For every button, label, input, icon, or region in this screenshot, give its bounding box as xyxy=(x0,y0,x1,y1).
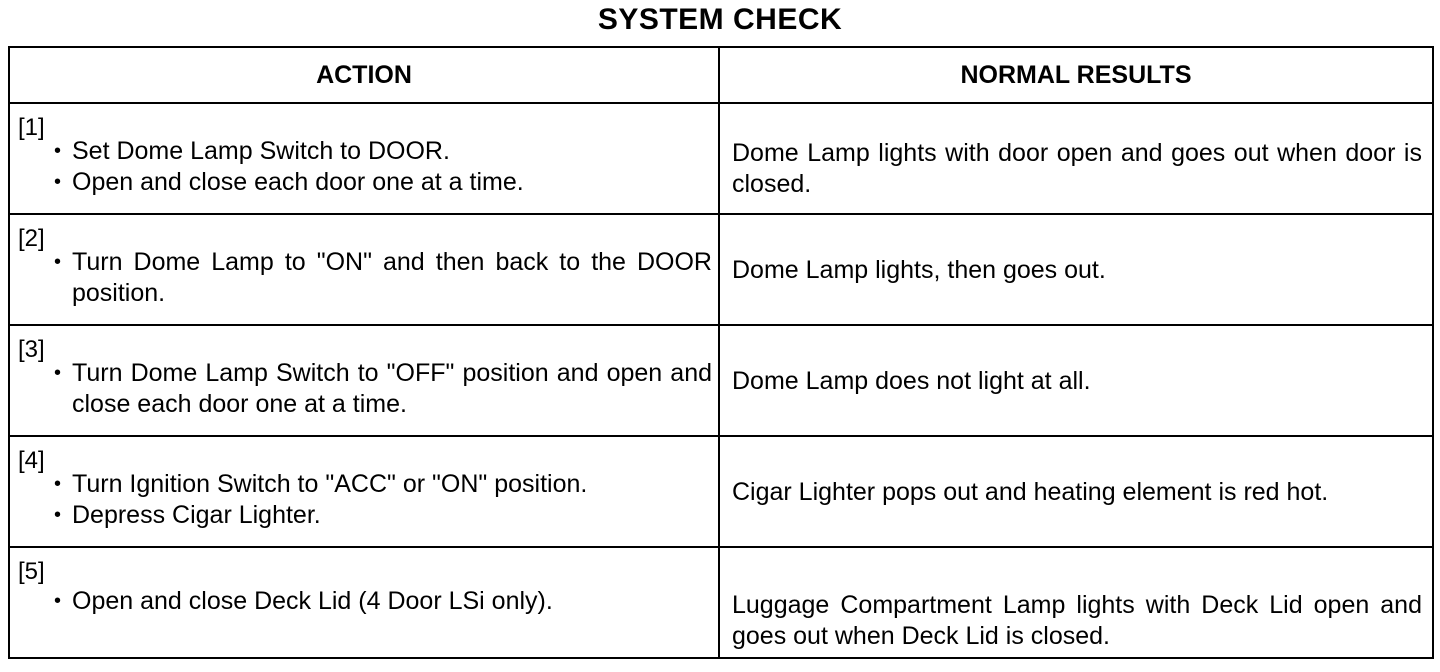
page-title: SYSTEM CHECK xyxy=(597,3,843,36)
table-row xyxy=(9,547,1433,658)
action-item: • Open and close Deck Lid (4 Door LSi only). xyxy=(46,586,712,617)
action-item: • Open and close each door one at a time. xyxy=(46,167,712,198)
table-row xyxy=(9,103,1433,214)
result-text: Dome Lamp lights, then goes out. xyxy=(732,256,1106,284)
table-row xyxy=(9,436,1433,547)
step-number: [4] xyxy=(18,447,45,474)
result-text: Luggage Compartment Lamp lights with Deck Lid open and goes out when Deck Lid is closed. xyxy=(732,591,1422,650)
action-list xyxy=(10,358,718,420)
result-cell xyxy=(719,214,1433,325)
result-text: Dome Lamp does not light at all. xyxy=(732,367,1091,395)
action-list xyxy=(10,136,718,198)
step-number: [2] xyxy=(18,225,45,252)
result-text: Cigar Lighter pops out and heating element is red hot. xyxy=(732,478,1329,506)
action-cell xyxy=(9,547,719,658)
action-cell xyxy=(9,103,719,214)
action-list xyxy=(10,580,718,617)
result-cell xyxy=(719,325,1433,436)
action-item: • Turn Dome Lamp Switch to "OFF" position and open and close each door one at a time. xyxy=(46,358,712,420)
step-number: [1] xyxy=(18,114,45,141)
action-item: • Turn Ignition Switch to "ACC" or "ON" position. xyxy=(46,469,712,500)
action-column-header: ACTION xyxy=(9,47,719,103)
action-list xyxy=(10,247,718,309)
step-number: [3] xyxy=(18,336,45,363)
action-list xyxy=(10,469,718,531)
result-cell xyxy=(719,103,1433,214)
result-cell xyxy=(719,436,1433,547)
action-cell xyxy=(9,214,719,325)
result-text: Dome Lamp lights with door open and goes out when door is closed. xyxy=(732,139,1422,198)
step-number: [5] xyxy=(18,558,45,585)
normal-results-column-header: NORMAL RESULTS xyxy=(719,47,1433,103)
table-header-row xyxy=(9,47,1433,103)
action-cell xyxy=(9,325,719,436)
action-item: • Set Dome Lamp Switch to DOOR. xyxy=(46,136,712,167)
action-item: • Depress Cigar Lighter. xyxy=(46,500,712,531)
table-row xyxy=(9,325,1433,436)
result-cell xyxy=(719,547,1433,658)
action-item: • Turn Dome Lamp to "ON" and then back to the DOOR position. xyxy=(46,247,712,309)
system-check-table xyxy=(8,46,1434,659)
action-cell xyxy=(9,436,719,547)
table-row xyxy=(9,214,1433,325)
